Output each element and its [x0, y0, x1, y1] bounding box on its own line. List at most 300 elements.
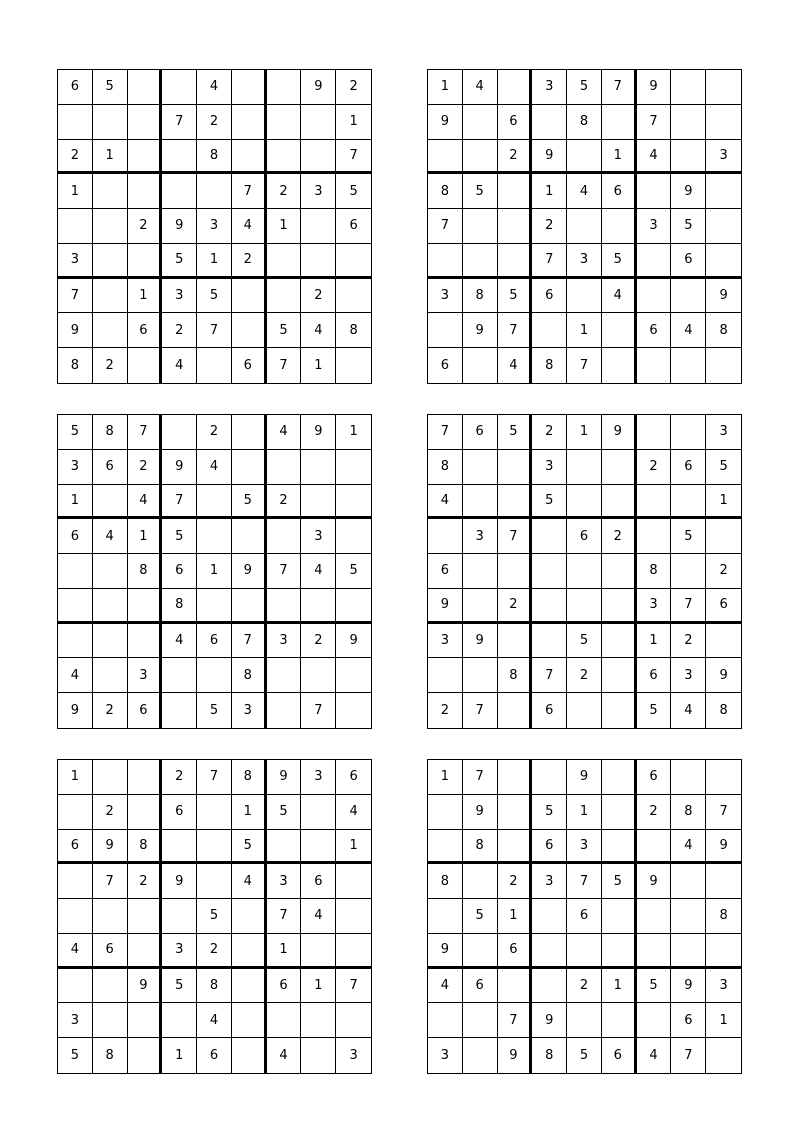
sudoku-cell: 5: [463, 899, 498, 934]
sudoku-cell: 7: [532, 658, 567, 693]
sudoku-cell: 7: [162, 105, 197, 140]
sudoku-cell: [232, 519, 267, 554]
sudoku-cell: 9: [637, 70, 672, 105]
sudoku-cell: [232, 279, 267, 314]
sudoku-cell: 8: [567, 105, 602, 140]
sudoku-cell: [463, 244, 498, 279]
sudoku-cell: [267, 519, 302, 554]
sudoku-cell: 2: [301, 624, 336, 659]
sudoku-cell: [463, 658, 498, 693]
sudoku-cell: [463, 554, 498, 589]
sudoku-cell: [197, 795, 232, 830]
sudoku-cell: [58, 589, 93, 624]
sudoku-cell: [428, 658, 463, 693]
sudoku-cell: [706, 174, 741, 209]
sudoku-cell: 8: [58, 348, 93, 383]
sudoku-cell: 6: [128, 313, 163, 348]
sudoku-cell: 2: [128, 450, 163, 485]
sudoku-cell: [671, 485, 706, 520]
sudoku-cell: 1: [128, 519, 163, 554]
sudoku-cell: 4: [301, 313, 336, 348]
sudoku-cell: [602, 348, 637, 383]
sudoku-cell: 8: [197, 969, 232, 1004]
sudoku-cell: 7: [336, 969, 371, 1004]
sudoku-grid-2: [427, 69, 742, 384]
sudoku-cell: [532, 760, 567, 795]
sudoku-cell: [602, 899, 637, 934]
sudoku-cell: [567, 1003, 602, 1038]
sudoku-cell: 5: [162, 519, 197, 554]
sudoku-cell: 7: [428, 209, 463, 244]
sudoku-cell: [498, 760, 533, 795]
sudoku-cell: 6: [197, 624, 232, 659]
sudoku-cell: 8: [706, 899, 741, 934]
sudoku-cell: [671, 140, 706, 175]
sudoku-cell: [336, 1003, 371, 1038]
sudoku-cell: [602, 934, 637, 969]
sudoku-cell: [58, 554, 93, 589]
sudoku-cell: 7: [58, 279, 93, 314]
sudoku-cell: [58, 795, 93, 830]
sudoku-cell: 7: [463, 693, 498, 728]
sudoku-cell: [463, 348, 498, 383]
sudoku-cell: 5: [197, 899, 232, 934]
sudoku-cell: 8: [162, 589, 197, 624]
sudoku-cell: 1: [128, 279, 163, 314]
sudoku-cell: 3: [671, 658, 706, 693]
sudoku-cell: 2: [162, 760, 197, 795]
sudoku-cell: 5: [567, 70, 602, 105]
sudoku-cell: [463, 450, 498, 485]
sudoku-cell: 9: [706, 279, 741, 314]
sudoku-cell: 7: [197, 313, 232, 348]
sudoku-cell: [93, 624, 128, 659]
sudoku-cell: 1: [58, 174, 93, 209]
sudoku-cell: [58, 864, 93, 899]
sudoku-cell: 4: [301, 554, 336, 589]
sudoku-cell: 1: [336, 415, 371, 450]
sudoku-cell: 1: [93, 140, 128, 175]
sudoku-cell: 7: [162, 485, 197, 520]
sudoku-cell: [567, 934, 602, 969]
sudoku-cell: 6: [567, 899, 602, 934]
sudoku-cell: [301, 658, 336, 693]
sudoku-cell: 4: [671, 313, 706, 348]
sudoku-cell: [232, 70, 267, 105]
sudoku-cell: [463, 1038, 498, 1073]
sudoku-cell: [567, 209, 602, 244]
sudoku-cell: [162, 899, 197, 934]
sudoku-cell: [428, 313, 463, 348]
sudoku-cell: [128, 1038, 163, 1073]
sudoku-cell: 6: [93, 934, 128, 969]
sudoku-cell: 7: [602, 70, 637, 105]
sudoku-cell: 6: [58, 519, 93, 554]
sudoku-cell: [671, 899, 706, 934]
sudoku-cell: 6: [637, 658, 672, 693]
sudoku-cell: 8: [637, 554, 672, 589]
sudoku-cell: [93, 1003, 128, 1038]
sudoku-cell: 1: [336, 830, 371, 865]
sudoku-cell: [567, 589, 602, 624]
sudoku-cell: [197, 348, 232, 383]
sudoku-cell: [602, 209, 637, 244]
sudoku-cell: [267, 1003, 302, 1038]
sudoku-cell: [706, 70, 741, 105]
sudoku-cell: 9: [428, 105, 463, 140]
sudoku-cell: [498, 554, 533, 589]
sudoku-cell: 2: [602, 519, 637, 554]
sudoku-cell: 5: [498, 279, 533, 314]
sudoku-cell: [162, 1003, 197, 1038]
sudoku-cell: 4: [428, 485, 463, 520]
sudoku-cell: 6: [498, 934, 533, 969]
sudoku-cell: 2: [671, 624, 706, 659]
sudoku-cell: 2: [58, 140, 93, 175]
sudoku-cell: 1: [301, 348, 336, 383]
sudoku-cell: [706, 934, 741, 969]
sudoku-cell: [498, 70, 533, 105]
sudoku-cell: [267, 279, 302, 314]
sudoku-cell: [336, 348, 371, 383]
sudoku-cell: [463, 934, 498, 969]
sudoku-cell: 2: [232, 244, 267, 279]
sudoku-cell: 2: [532, 209, 567, 244]
sudoku-cell: 6: [463, 415, 498, 450]
sudoku-cell: 9: [162, 864, 197, 899]
sudoku-cell: 9: [58, 313, 93, 348]
sudoku-cell: [162, 140, 197, 175]
sudoku-cell: [301, 934, 336, 969]
sudoku-cell: 7: [498, 313, 533, 348]
sudoku-cell: 2: [267, 485, 302, 520]
sudoku-cell: 9: [706, 830, 741, 865]
sudoku-cell: 5: [93, 70, 128, 105]
sudoku-cell: [671, 415, 706, 450]
sudoku-cell: 9: [428, 934, 463, 969]
sudoku-cell: 5: [463, 174, 498, 209]
sudoku-cell: 3: [567, 244, 602, 279]
sudoku-cell: [671, 864, 706, 899]
sudoku-cell: [197, 830, 232, 865]
sudoku-cell: 4: [128, 485, 163, 520]
sudoku-cell: [637, 279, 672, 314]
sudoku-cell: [93, 105, 128, 140]
sudoku-cell: 9: [428, 589, 463, 624]
sudoku-cell: 6: [301, 864, 336, 899]
sudoku-cell: [232, 1038, 267, 1073]
sudoku-cell: 9: [567, 760, 602, 795]
sudoku-cell: [567, 485, 602, 520]
sudoku-cell: 2: [706, 554, 741, 589]
sudoku-cell: [93, 554, 128, 589]
sudoku-cell: [232, 450, 267, 485]
sudoku-cell: [463, 589, 498, 624]
sudoku-cell: 6: [706, 589, 741, 624]
sudoku-cell: [58, 209, 93, 244]
sudoku-cell: 3: [232, 693, 267, 728]
sudoku-cell: 2: [93, 693, 128, 728]
sudoku-cell: [128, 244, 163, 279]
sudoku-cell: [232, 899, 267, 934]
sudoku-cell: 5: [671, 519, 706, 554]
sudoku-cell: [706, 760, 741, 795]
sudoku-cell: [602, 760, 637, 795]
sudoku-cell: 7: [232, 174, 267, 209]
sudoku-cell: [463, 864, 498, 899]
sudoku-cell: 1: [532, 174, 567, 209]
sudoku-cell: 4: [267, 1038, 302, 1073]
sudoku-cell: 9: [463, 624, 498, 659]
sudoku-cell: [602, 554, 637, 589]
sudoku-grid-4: [427, 414, 742, 729]
sudoku-cell: [336, 658, 371, 693]
sudoku-cell: 1: [267, 209, 302, 244]
sudoku-cell: [532, 624, 567, 659]
sudoku-cell: [232, 105, 267, 140]
sudoku-cell: 3: [267, 864, 302, 899]
sudoku-cell: [162, 415, 197, 450]
sudoku-cell: 2: [498, 864, 533, 899]
sudoku-cell: 4: [197, 1003, 232, 1038]
sudoku-cell: 8: [532, 1038, 567, 1073]
sudoku-cell: [93, 209, 128, 244]
sudoku-cell: 4: [267, 415, 302, 450]
sudoku-cell: [671, 70, 706, 105]
sudoku-cell: 6: [58, 70, 93, 105]
sudoku-cell: 3: [301, 174, 336, 209]
sudoku-cell: [602, 105, 637, 140]
sudoku-cell: 5: [602, 244, 637, 279]
sudoku-cell: 8: [232, 760, 267, 795]
sudoku-cell: [267, 140, 302, 175]
sudoku-cell: [232, 589, 267, 624]
sudoku-cell: [301, 450, 336, 485]
sudoku-cell: 4: [463, 70, 498, 105]
sudoku-cell: [232, 313, 267, 348]
sudoku-cell: [93, 589, 128, 624]
sudoku-cell: [671, 554, 706, 589]
sudoku-cell: [428, 899, 463, 934]
sudoku-cell: 6: [267, 969, 302, 1004]
sudoku-cell: 2: [128, 209, 163, 244]
sudoku-cell: [532, 519, 567, 554]
sudoku-cell: [463, 1003, 498, 1038]
sudoku-cell: 2: [567, 969, 602, 1004]
sudoku-cell: 4: [197, 70, 232, 105]
sudoku-cell: 5: [197, 279, 232, 314]
sudoku-cell: [602, 450, 637, 485]
sudoku-cell: 2: [197, 934, 232, 969]
sudoku-cell: 2: [428, 693, 463, 728]
sudoku-cell: 2: [637, 450, 672, 485]
sudoku-cell: 7: [671, 589, 706, 624]
sudoku-cell: 3: [532, 450, 567, 485]
sudoku-cell: 1: [232, 795, 267, 830]
sudoku-cell: [671, 934, 706, 969]
sudoku-cell: [498, 485, 533, 520]
sudoku-cell: [162, 70, 197, 105]
sudoku-cell: 8: [93, 415, 128, 450]
sudoku-cell: [197, 174, 232, 209]
sudoku-cell: 5: [567, 1038, 602, 1073]
sudoku-cell: [128, 1003, 163, 1038]
sudoku-cell: 8: [498, 658, 533, 693]
sudoku-cell: 4: [671, 830, 706, 865]
sudoku-cell: [232, 969, 267, 1004]
sudoku-cell: 6: [602, 1038, 637, 1073]
sudoku-cell: [336, 899, 371, 934]
sudoku-cell: 5: [58, 415, 93, 450]
sudoku-cell: [301, 244, 336, 279]
sudoku-cell: 3: [428, 624, 463, 659]
sudoku-cell: 9: [671, 969, 706, 1004]
sudoku-cell: [567, 693, 602, 728]
sudoku-cell: 9: [637, 864, 672, 899]
sudoku-cell: 8: [463, 279, 498, 314]
sudoku-cell: 7: [671, 1038, 706, 1073]
sudoku-cell: [93, 658, 128, 693]
sudoku-cell: [567, 140, 602, 175]
sudoku-cell: 2: [93, 795, 128, 830]
sudoku-cell: 6: [428, 554, 463, 589]
sudoku-cell: 6: [162, 554, 197, 589]
sudoku-cell: [267, 244, 302, 279]
sudoku-cell: 5: [498, 415, 533, 450]
sudoku-cell: [336, 589, 371, 624]
sudoku-cell: 6: [532, 279, 567, 314]
sudoku-cell: [428, 795, 463, 830]
sudoku-cell: [428, 830, 463, 865]
sudoku-cell: [197, 519, 232, 554]
sudoku-cell: [128, 624, 163, 659]
sudoku-cell: [93, 485, 128, 520]
sudoku-cell: [162, 693, 197, 728]
sudoku-cell: 3: [301, 519, 336, 554]
sudoku-cell: [498, 693, 533, 728]
sudoku-cell: [336, 244, 371, 279]
sudoku-cell: 6: [671, 1003, 706, 1038]
sudoku-cell: 5: [532, 795, 567, 830]
sudoku-cell: [602, 313, 637, 348]
sudoku-cell: [498, 209, 533, 244]
sudoku-cell: [637, 174, 672, 209]
sudoku-cell: 2: [267, 174, 302, 209]
sudoku-cell: [336, 485, 371, 520]
sudoku-cell: 7: [267, 348, 302, 383]
sudoku-cell: 3: [58, 244, 93, 279]
sudoku-cell: [93, 174, 128, 209]
sudoku-cell: 1: [567, 313, 602, 348]
sudoku-cell: 7: [232, 624, 267, 659]
sudoku-cell: 1: [637, 624, 672, 659]
sudoku-cell: 9: [93, 830, 128, 865]
sudoku-cell: [93, 760, 128, 795]
sudoku-cell: [267, 70, 302, 105]
sudoku-cell: [128, 174, 163, 209]
sudoku-cell: 7: [567, 864, 602, 899]
sudoku-cell: 8: [128, 830, 163, 865]
sudoku-cell: 3: [532, 864, 567, 899]
sudoku-cell: 1: [498, 899, 533, 934]
sudoku-cell: 6: [336, 209, 371, 244]
sudoku-cell: [602, 795, 637, 830]
sudoku-cell: 4: [637, 140, 672, 175]
sudoku-cell: [602, 1003, 637, 1038]
sudoku-cell: 1: [428, 70, 463, 105]
sudoku-cell: 9: [232, 554, 267, 589]
sudoku-cell: [93, 899, 128, 934]
sudoku-cell: [498, 830, 533, 865]
sudoku-cell: 8: [336, 313, 371, 348]
sudoku-cell: [463, 105, 498, 140]
sudoku-cell: 6: [498, 105, 533, 140]
sudoku-cell: [336, 693, 371, 728]
sudoku-cell: 1: [567, 795, 602, 830]
sudoku-cell: [602, 693, 637, 728]
sudoku-cell: 9: [532, 140, 567, 175]
sudoku-cell: [267, 693, 302, 728]
sudoku-cell: 4: [232, 864, 267, 899]
sudoku-cell: 1: [602, 969, 637, 1004]
sudoku-cell: 3: [349, 1048, 358, 1064]
sudoku-cell: 7: [267, 899, 302, 934]
sudoku-cell: [428, 244, 463, 279]
sudoku-cell: [498, 624, 533, 659]
sudoku-cell: [602, 624, 637, 659]
sudoku-cell: 5: [602, 864, 637, 899]
sudoku-cell: 1: [602, 140, 637, 175]
sudoku-cell: 1: [58, 485, 93, 520]
sudoku-cell: 1: [428, 760, 463, 795]
sudoku-cell: 1: [706, 485, 741, 520]
sudoku-cell: 3: [637, 589, 672, 624]
sudoku-cell: 7: [93, 864, 128, 899]
sudoku-cell: 9: [463, 313, 498, 348]
sudoku-cell: 5: [336, 554, 371, 589]
sudoku-cell: 3: [162, 934, 197, 969]
sudoku-cell: [463, 140, 498, 175]
sudoku-cell: 5: [197, 693, 232, 728]
sudoku-cell: 5: [162, 969, 197, 1004]
sudoku-cell: [128, 105, 163, 140]
sudoku-cell: 3: [58, 450, 93, 485]
sudoku-cell: 7: [128, 415, 163, 450]
sudoku-cell: 4: [232, 209, 267, 244]
sudoku-cell: 8: [719, 703, 728, 719]
sudoku-cell: [637, 415, 672, 450]
sudoku-cell: 5: [532, 485, 567, 520]
sudoku-cell: 2: [498, 140, 533, 175]
sudoku-cell: 4: [58, 934, 93, 969]
sudoku-cell: 2: [162, 313, 197, 348]
sudoku-cell: [93, 279, 128, 314]
sudoku-cell: [671, 105, 706, 140]
sudoku-cell: 2: [93, 348, 128, 383]
sudoku-cell: 4: [301, 899, 336, 934]
sudoku-cell: 7: [532, 244, 567, 279]
sudoku-cell: 3: [267, 624, 302, 659]
sudoku-cell: 4: [58, 658, 93, 693]
sudoku-cell: [267, 450, 302, 485]
sudoku-cell: [498, 795, 533, 830]
sudoku-cell: [706, 209, 741, 244]
sudoku-cell: [637, 830, 672, 865]
sudoku-cell: 4: [336, 795, 371, 830]
sudoku-cell: 8: [428, 450, 463, 485]
sudoku-cell: 6: [671, 244, 706, 279]
sudoku-cell: [637, 244, 672, 279]
